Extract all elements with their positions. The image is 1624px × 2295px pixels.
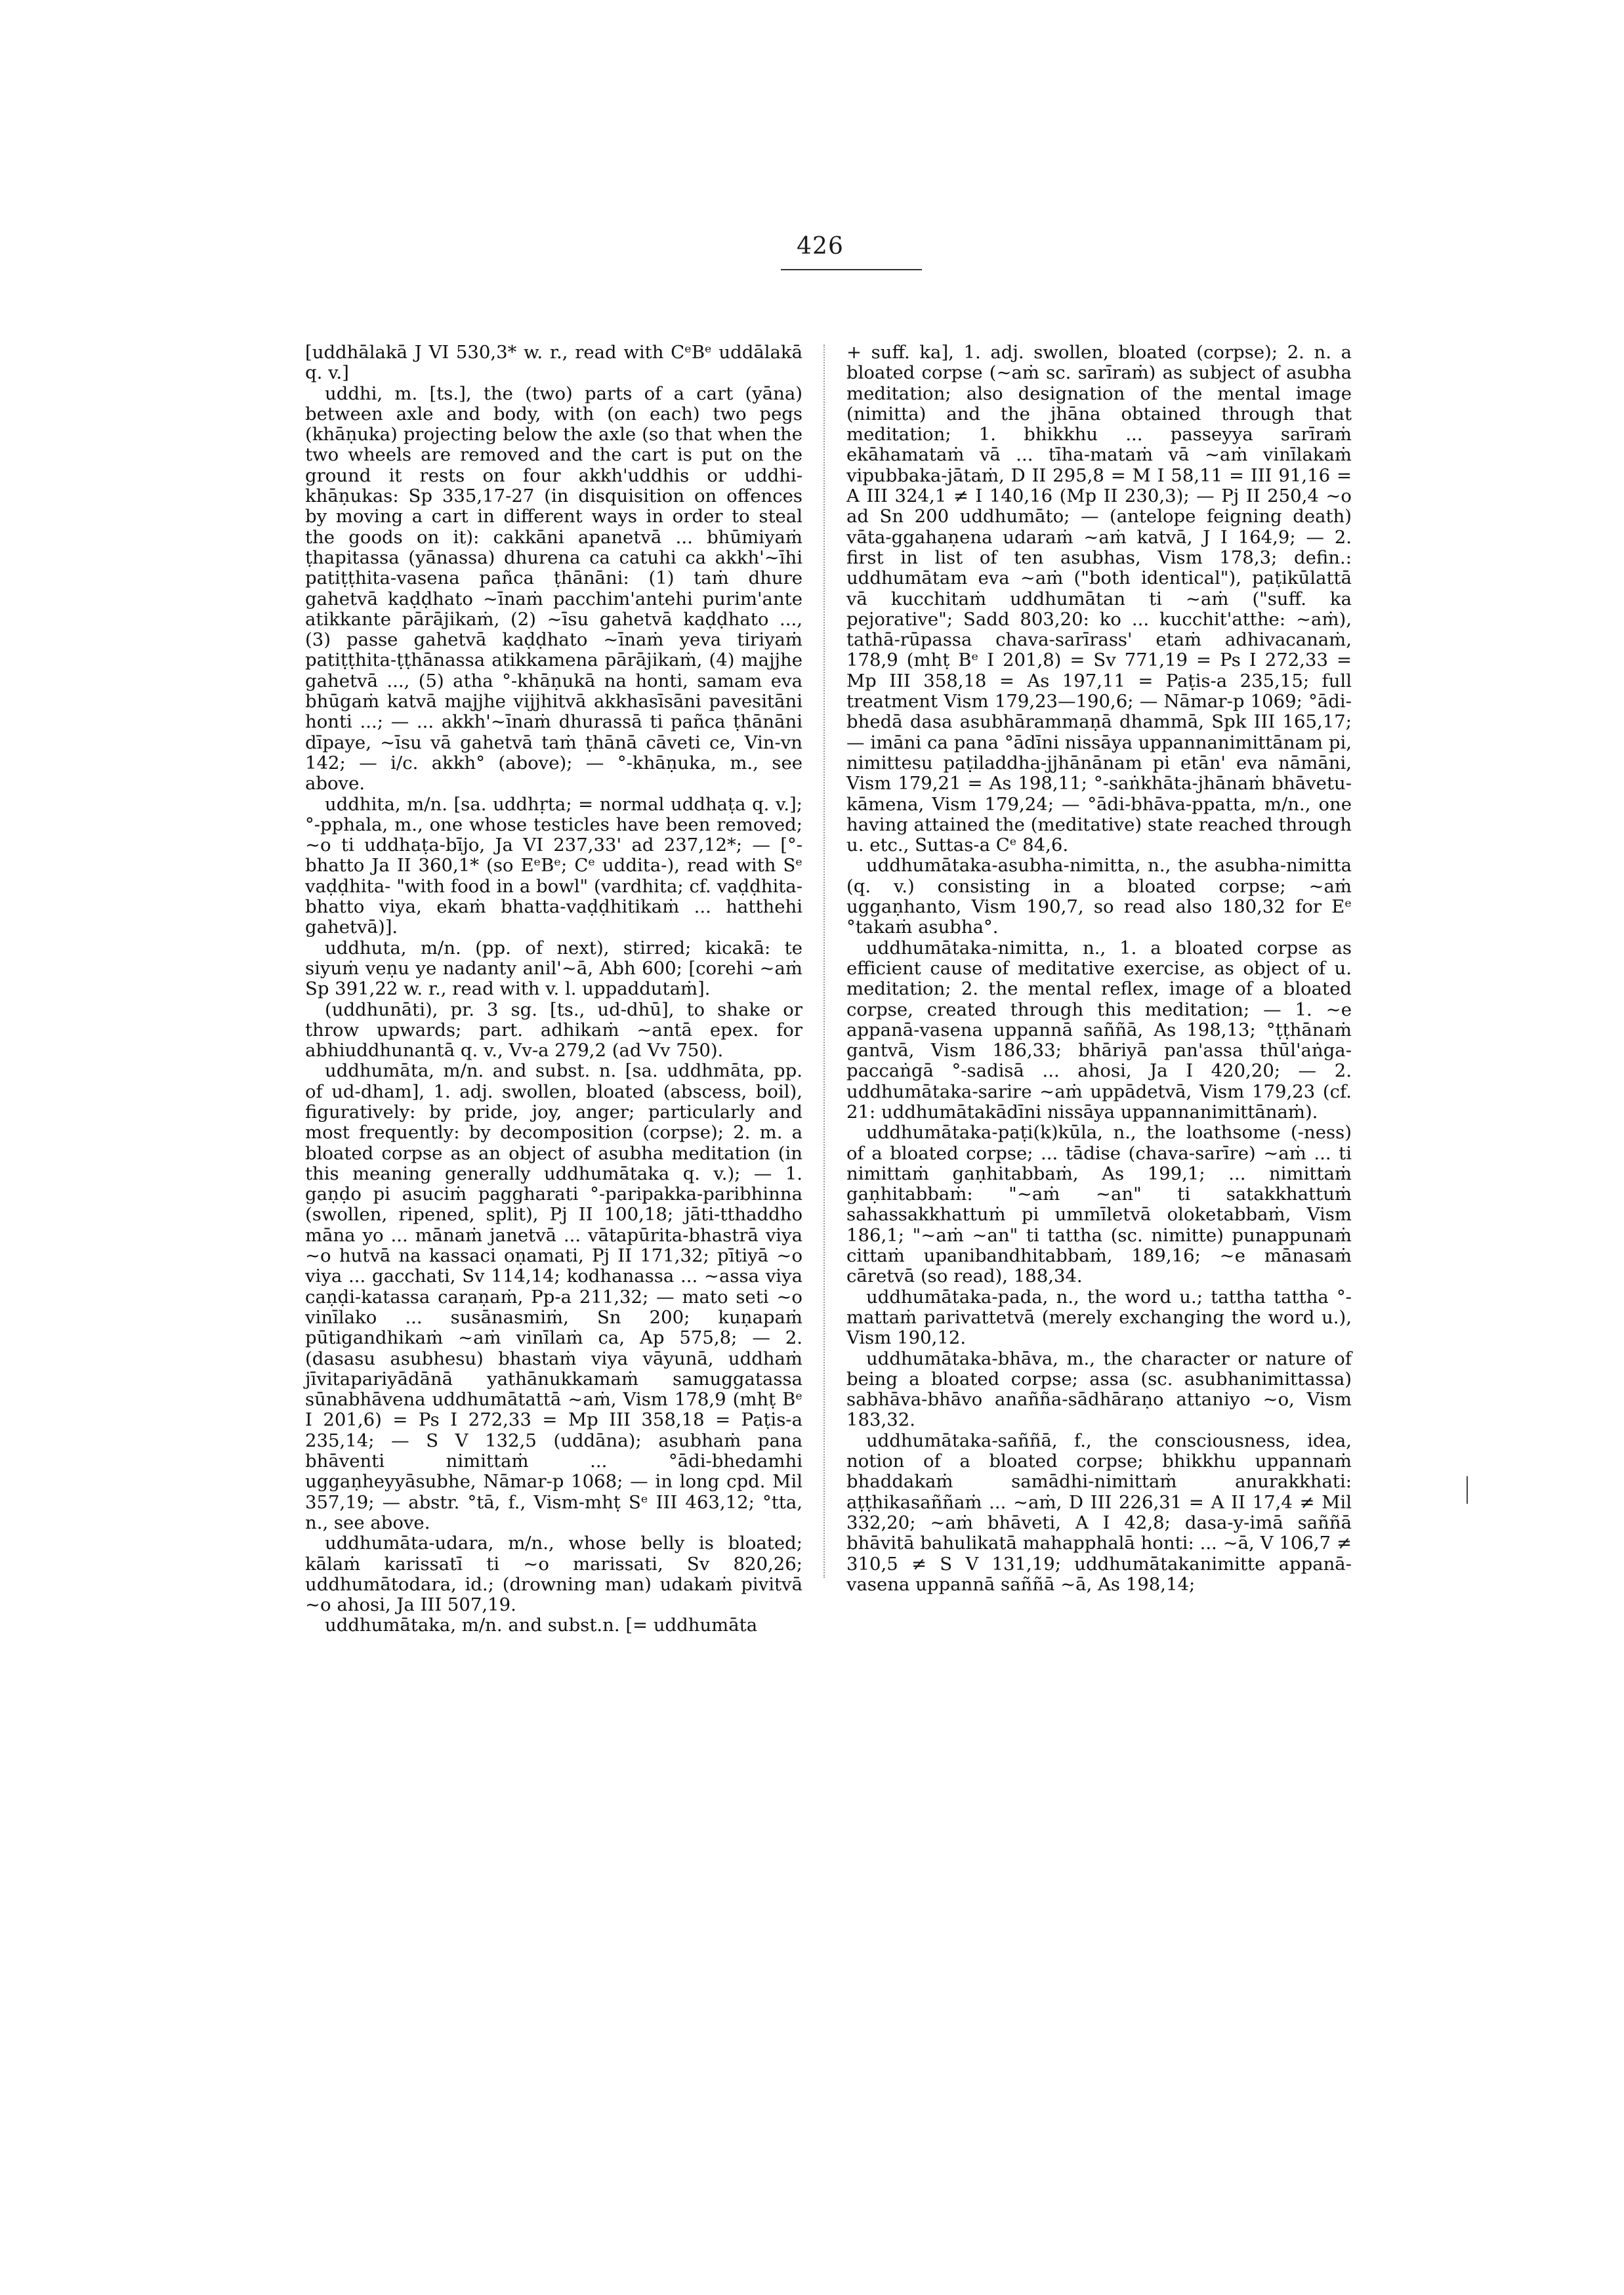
- left-entry: [uddhālakā J VI 530,3* w. r., read with CᵉBᵉ uddālakā q. v.]: [305, 342, 802, 384]
- page-number-rule: [781, 269, 922, 270]
- column-divider: [823, 344, 825, 1578]
- left-entry: (uddhunāti), pr. 3 sg. [ts., ud-dhū], to shake or throw upwards; part. adhikaṁ ~antā epex. for abhiuddhunantā q. v., Vv-a 279,2 (ad Vv 750).: [305, 999, 802, 1062]
- left-entry: uddhi, m. [ts.], the (two) parts of a cart (yāna) between axle and body, with (on each) two pegs (khāṇuka) projecting below the axle (so that when the two wheels are removed and the cart is put on the ground it rests on four akkh'uddhis or uddhi-khāṇukas: Sp 335,17-27 (in disquisition on offences by moving a cart in different ways in order to steal the goods on it): cakkāni apanetvā ... bhūmiyaṁ ṭhapitassa (yānassa) dhurena ca catuhi ca akkh'~īhi patiṭṭhita-vasena pañca ṭhānāni: (1) taṁ dhure gahetvā kaḍḍhato ~īnaṁ pacchim'antehi purim'ante atikkante pārājikaṁ, (2) ~īsu gahetvā kaḍḍhato ..., (3) passe gahetvā kaḍḍhato ~īnaṁ yeva tiriyaṁ patiṭṭhita-ṭṭhānassa atikkamena pārājikaṁ, (4) majjhe gahetvā ..., (5) atha °-khāṇukā na honti, samam eva bhūgaṁ katvā majjhe vijjhitvā akkhasīsāni pavesitāni honti ...; — ... akkh'~īnaṁ dhurassā ti pañca ṭhānāni dīpaye, ~īsu vā gahetvā taṁ ṭhānā cāveti ce, Vin-vn 142; — i/c. akkh° (above); — °-khāṇuka, m., see above.: [305, 382, 802, 795]
- left-column: [305, 342, 802, 1636]
- right-entry: uddhumātaka-asubha-nimitta, n., the asubha-nimitta (q. v.) consisting in a bloated corpse; ~aṁ uggaṇhanto, Vism 190,7, so read also 180,32 for Eᵉ °takaṁ asubha°.: [846, 855, 1352, 938]
- right-column: [846, 342, 1352, 1595]
- left-entry: uddhumāta-udara, m/n., whose belly is bloated; kālaṁ karissatī ti ~o marissati, Sv 820,26; uddhumātodara, id.; (drowning man) udakaṁ pivitvā ~o ahosi, Ja III 507,19.: [305, 1533, 802, 1616]
- left-entry: uddhita, m/n. [sa. uddhṛta; = normal uddhaṭa q. v.]; °-pphala, m., one whose testicles have been removed; ~o ti uddhaṭa-bījo, Ja VI 237,33' ad 237,12*; — [°-bhatto Ja II 360,1* (so EᵉBᵉ; Cᵉ uddita-), read with Sᵉ vaḍḍhita- "with food in a bowl" (vardhita; cf. vaḍḍhita-bhatto viya, ekaṁ bhatta-vaḍḍhitikaṁ ... hatthehi gahetvā)].: [305, 793, 802, 938]
- right-entry: uddhumātaka-pada, n., the word u.; tattha tattha °-mattaṁ parivattetvā (merely exchanging the word u.), Vism 190,12.: [846, 1286, 1352, 1349]
- right-entry: uddhumātaka-bhāva, m., the character or nature of being a bloated corpse; assa (sc. asubhanimittassa) sabhāva-bhāvo anañña-sādhāraṇo attaniyo ~o, Vism 183,32.: [846, 1348, 1352, 1431]
- left-entry: uddhuta, m/n. (pp. of next), stirred; kicakā: te siyuṁ veṇu ye nadanty anil'~ā, Abh 600; [corehi ~aṁ Sp 391,22 w. r., read with v. l. uppaddutaṁ].: [305, 937, 802, 1000]
- page-number: 426: [797, 233, 844, 260]
- right-entry: uddhumātaka-saññā, f., the consciousness, idea, notion of a bloated corpse; bhikkhu uppannaṁ bhaddakaṁ samādhi-nimittaṁ anurakkhati: aṭṭhikasaññaṁ ... ~aṁ, D III 226,31 = A II 17,4 ≠ Mil 332,20; ~aṁ bhāveti, A I 42,8; dasa-y-imā saññā bhāvitā bahulikatā mahapphalā honti: ... ~ā, V 106,7 ≠ 310,5 ≠ S V 131,19; uddhumātakanimitte appanā-vasena uppannā saññā ~ā, As 198,14;: [846, 1430, 1352, 1595]
- right-entry: + suff. ka], 1. adj. swollen, bloated (corpse); 2. n. a bloated corpse (~aṁ sc. sarīraṁ) as subject of asubha meditation; also designation of the mental image (nimitta) and the jhāna obtained through that meditation; 1. bhikkhu ... passeyya sarīraṁ ekāhamataṁ vā ... tīha-mataṁ vā ~aṁ vinīlakaṁ vipubbaka-jātaṁ, D II 295,8 = M I 58,11 = III 91,16 = A III 324,1 ≠ I 140,16 (Mp II 230,3); — Pj II 250,4 ~o ad Sn 200 uddhumāto; — (antelope feigning death) vāta-ggahaṇena udaraṁ ~aṁ katvā, J I 164,9; — 2. first in list of ten asubhas, Vism 178,3; defin.: uddhumātam eva ~aṁ ("both identical"), paṭikūlattā vā kucchitaṁ uddhumātan ti ~aṁ ("suff. ka pejorative"; Sadd 803,20: ko ... kucchit'atthe: ~aṁ), tathā-rūpassa chava-sarīrass' etaṁ adhivacanaṁ, 178,9 (mhṭ Bᵉ I 201,8) = Sv 771,19 = Ps I 272,33 = Mp III 358,18 = As 197,11 = Paṭis-a 235,15; full treatment Vism 179,23—190,6; — Nāmar-p 1069; °ādi-bhedā dasa asubhārammaṇā dhammā, Spk III 165,17; — imāni ca pana °ādīni nissāya uppannanimittānam pi, nimittesu paṭiladdha-jjhānānam pi etān' eva nāmāni, Vism 179,21 = As 198,11; °-saṅkhāta-jhānaṁ bhāvetu-kāmena, Vism 179,24; — °ādi-bhāva-ppatta, m/n., one having attained the (meditative) state reached through u. etc., Suttas-a Cᵉ 84,6.: [846, 342, 1352, 856]
- right-entry: uddhumātaka-paṭi(k)kūla, n., the loathsome (-ness) of a bloated corpse; ... tādise (chava-sarīre) ~aṁ ... ti nimittaṁ gaṇhitabbaṁ, As 199,1; ... nimittaṁ gaṇhitabbaṁ: "~aṁ ~an" ti satakkhattuṁ sahassakkhattuṁ pi ummīletvā oloketabbaṁ, Vism 186,1; "~aṁ ~an" ti tattha (sc. nimitte) punappunaṁ cittaṁ upanibandhitabbaṁ, 189,16; ~e mānasaṁ cāretvā (so read), 188,34.: [846, 1122, 1352, 1287]
- margin-mark: [1467, 1476, 1468, 1504]
- right-entry: uddhumātaka-nimitta, n., 1. a bloated corpse as efficient cause of meditative exercise, as object of u. meditation; 2. the mental reflex, image of a bloated corpse, created through this meditation; — 1. ~e appanā-vasena uppannā saññā, As 198,13; °ṭṭhānaṁ gantvā, Vism 186,33; bhāriyā pan'assa thūl'aṅga-paccaṅgā °-sadisā ... ahosi, Ja I 420,20; — 2. uddhumātaka-sarire ~aṁ uppādetvā, Vism 179,23 (cf. 21: uddhumātakādīni nissāya uppannanimittānaṁ).: [846, 937, 1352, 1123]
- left-entry: uddhumāta, m/n. and subst. n. [sa. uddhmāta, pp. of ud-dham], 1. adj. swollen, bloated (abscess, boil), figuratively: by pride, joy, anger; particularly and most frequently: by decomposition (corpse); 2. m. a bloated corpse as an object of asubha meditation (in this meaning generally uddhumātaka q. v.); — 1. gaṇḍo pi asuciṁ paggharati °-paripakka-paribhinna (swollen, ripened, split), Pj II 100,18; jāti-tthaddho māna yo ... mānaṁ janetvā ... vātapūrita-bhastrā viya ~o hutvā na kassaci oṇamati, Pj II 171,32; pītiyā ~o viya ... gacchati, Sv 114,14; kodhanassa ... ~assa viya caṇḍi-katassa caraṇaṁ, Pp-a 211,32; — mato seti ~o vinīlako ... susānasmiṁ, Sn 200; kuṇapaṁ pūtigandhikaṁ ~aṁ vinīlaṁ ca, Ap 575,8; — 2. (dasasu asubhesu) bhastaṁ viya vāyunā, uddhaṁ jīvitapariyādānā yathānukkamaṁ samuggatassa sūnabhāvena uddhumātattā ~aṁ, Vism 178,9 (mhṭ Bᵉ I 201,6) = Ps I 272,33 = Mp III 358,18 = Paṭis-a 235,14; — S V 132,5 (uddāna); asubhaṁ pana bhāventi nimittaṁ ... °ādi-bhedamhi uggaṇheyyāsubhe, Nāmar-p 1068; — in long cpd. Mil 357,19; — abstr. °tā, f., Vism-mhṭ Sᵉ III 463,12; °tta, n., see above.: [305, 1060, 802, 1533]
- left-entry: uddhumātaka, m/n. and subst.n. [= uddhumāta: [325, 1615, 758, 1636]
